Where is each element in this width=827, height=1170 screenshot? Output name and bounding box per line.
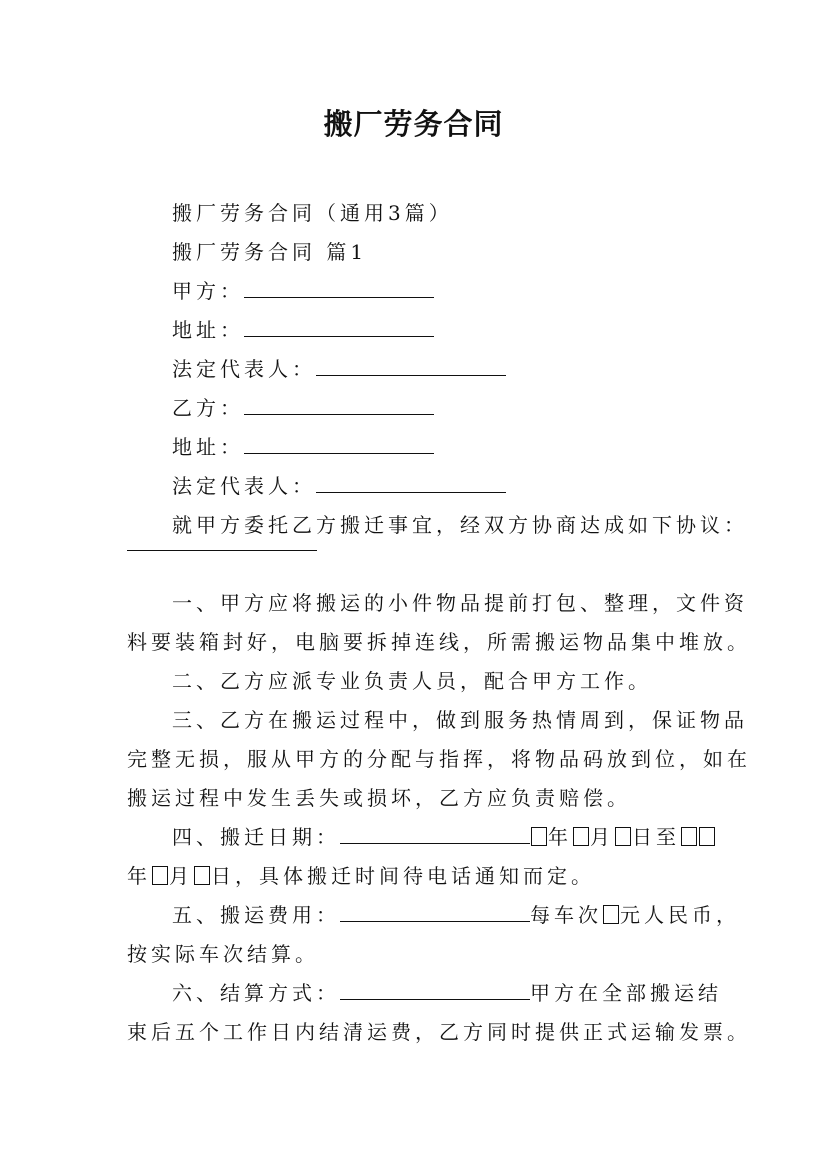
clause-3-line-2 xyxy=(127,743,751,772)
settlement-blank[interactable] xyxy=(340,981,530,1000)
clause-4-line-1 xyxy=(172,821,716,850)
clause-3-text-3: 搬运过程中发生丢失或损坏，乙方应负责赔偿。 xyxy=(127,786,631,810)
rep-a-blank[interactable] xyxy=(316,357,506,376)
party-b-label: 乙方： xyxy=(172,396,244,420)
clause-6-line-1 xyxy=(172,977,722,1006)
party-a-label: 甲方： xyxy=(172,279,244,303)
clause-1-line-1 xyxy=(172,587,748,616)
clause-6-tail: 甲方在全部搬运结 xyxy=(530,981,722,1005)
address-a-blank[interactable] xyxy=(244,318,434,337)
document-title: 搬厂劳务合同 xyxy=(323,107,504,141)
month-label-1: 月 xyxy=(590,825,614,849)
clause-2-text: 二、乙方应派专业负责人员，配合甲方工作。 xyxy=(172,669,652,693)
clause-4-lead: 四、搬迁日期： xyxy=(172,825,340,849)
rep-a-line xyxy=(172,353,506,382)
clause-5-lead: 五、搬运费用： xyxy=(172,903,340,927)
address-a-label: 地址： xyxy=(172,318,244,342)
rmb-label: 元人民币， xyxy=(620,903,740,927)
month-box-1[interactable] xyxy=(573,827,589,846)
clause-6-text-2: 束后五个工作日内结清运费，乙方同时提供正式运输发票。 xyxy=(127,1020,751,1044)
party-b-line xyxy=(172,392,434,421)
party-a-blank[interactable] xyxy=(244,279,434,298)
clause-4-rest: 日，具体搬迁时间待电话通知而定。 xyxy=(211,864,595,888)
party-b-blank[interactable] xyxy=(244,396,434,415)
day-to-label: 日至 xyxy=(632,825,680,849)
clause-3-text-2: 完整无损，服从甲方的分配与指挥，将物品码放到位，如在 xyxy=(127,747,751,771)
address-b-blank[interactable] xyxy=(244,435,434,454)
rep-b-label: 法定代表人： xyxy=(172,474,316,498)
year-box-1[interactable] xyxy=(531,827,547,846)
section-heading-text: 搬厂劳务合同 篇1 xyxy=(172,240,368,264)
party-a-line xyxy=(172,275,434,304)
clause-3-text-1: 三、乙方在搬运过程中，做到服务热情周到，保证物品 xyxy=(172,708,748,732)
intro-text: 就甲方委托乙方搬迁事宜，经双方协商达成如下协议： xyxy=(172,513,748,537)
fee-amount-box[interactable] xyxy=(603,905,619,924)
year-label-1: 年 xyxy=(548,825,572,849)
clause-6-line-2 xyxy=(127,1016,751,1045)
clause-1-text-1: 一、甲方应将搬运的小件物品提前打包、整理，文件资 xyxy=(172,591,748,615)
clause-5-line-2 xyxy=(127,938,319,967)
move-date-blank[interactable] xyxy=(340,825,530,844)
clause-1-line-2 xyxy=(127,626,751,655)
clause-1-text-2: 料要装箱封好，电脑要拆掉连线，所需搬运物品集中堆放。 xyxy=(127,630,751,654)
year-box-2a[interactable] xyxy=(681,827,697,846)
fee-blank[interactable] xyxy=(340,903,530,922)
clause-5-text-2: 按实际车次结算。 xyxy=(127,942,319,966)
rep-a-label: 法定代表人： xyxy=(172,357,316,381)
intro-line xyxy=(172,509,748,538)
clause-3-line-1 xyxy=(172,704,748,733)
address-b-line xyxy=(172,431,434,460)
clause-4-line-2 xyxy=(127,860,595,889)
day-box-2[interactable] xyxy=(194,866,210,885)
month-box-2[interactable] xyxy=(152,866,168,885)
rep-b-blank[interactable] xyxy=(316,474,506,493)
clause-3-line-3 xyxy=(127,782,631,811)
year-label-2: 年 xyxy=(127,864,151,888)
clause-6-lead: 六、结算方式： xyxy=(172,981,340,1005)
per-trip-label: 每车次 xyxy=(530,903,602,927)
section-heading xyxy=(172,236,367,265)
address-a-line xyxy=(172,314,434,343)
month-label-2: 月 xyxy=(169,864,193,888)
day-box-1[interactable] xyxy=(615,827,631,846)
subtitle-text: 搬厂劳务合同（通用3篇） xyxy=(172,201,453,225)
clause-5-line-1 xyxy=(172,899,740,928)
address-b-label: 地址： xyxy=(172,435,244,459)
subtitle-line xyxy=(172,197,453,226)
rep-b-line xyxy=(172,470,506,499)
clause-2-line xyxy=(172,665,652,694)
intro-blank[interactable] xyxy=(127,550,317,551)
year-box-2b[interactable] xyxy=(699,827,715,846)
